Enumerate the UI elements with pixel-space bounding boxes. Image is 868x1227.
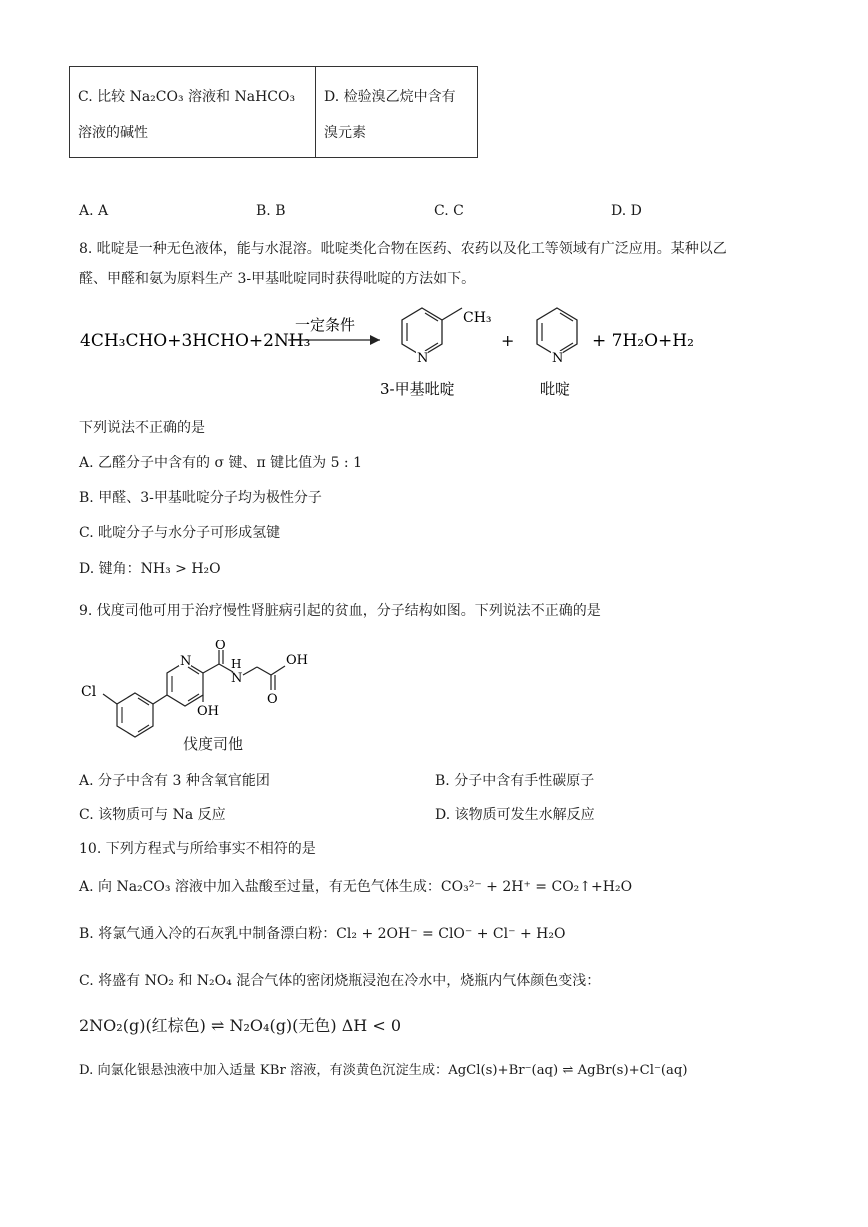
- cl-label: Cl: [81, 684, 97, 700]
- q8-reaction-scheme: [70, 300, 710, 410]
- q7-option-b[interactable]: B. B: [256, 203, 286, 219]
- q7-option-d[interactable]: D. D: [611, 203, 642, 219]
- q8-option-d[interactable]: D. 键角：NH₃ > H₂O: [79, 561, 221, 577]
- q9-stem: 9. 伐度司他可用于治疗慢性肾脏病引起的贫血，分子结构如图。下列说法不正确的是: [79, 603, 601, 619]
- reaction-reactants: 4CH₃CHO+3HCHO+2NH₃: [80, 331, 311, 351]
- q8-option-a[interactable]: A. 乙醛分子中含有的 σ 键、π 键比值为 5 : 1: [79, 455, 363, 471]
- q8-stem-line2: 醛、甲醛和氨为原料生产 3-甲基吡啶同时获得吡啶的方法如下。: [79, 271, 476, 287]
- q8-option-c[interactable]: C. 吡啶分子与水分子可形成氢键: [79, 525, 281, 541]
- o-acid-label: O: [267, 692, 278, 707]
- table-cell-c-line1: C. 比较 Na₂CO₃ 溶液和 NaHCO₃: [78, 89, 296, 105]
- h-amide-label: H: [231, 657, 242, 671]
- molecule-name: 伐度司他: [183, 735, 244, 753]
- q7-option-c[interactable]: C. C: [434, 203, 464, 219]
- reaction-condition: 一定条件: [295, 316, 356, 334]
- table-cell-d-line1: D. 检验溴乙烷中含有: [324, 89, 456, 105]
- o-amide-label: O: [215, 640, 226, 653]
- label-3-methylpyridine: 3-甲基吡啶: [380, 380, 455, 398]
- pyridine-structure: [537, 308, 577, 366]
- oh-acid-label: OH: [286, 653, 308, 668]
- q8-stem-line1: 8. 吡啶是一种无色液体，能与水混溶。吡啶类化合物在医药、农药以及化工等领域有广泛应用。某种以乙: [79, 241, 727, 257]
- n-amide-label: N: [231, 671, 243, 686]
- q10-option-a[interactable]: A. 向 Na₂CO₃ 溶液中加入盐酸至过量，有无色气体生成：CO₃²⁻ + 2H⁺ = CO₂↑+H₂O: [79, 879, 633, 895]
- table-cell-d-line2: 溴元素: [324, 125, 366, 141]
- 3-methylpyridine-structure: [402, 308, 492, 366]
- q9-option-d[interactable]: D. 该物质可发生水解反应: [435, 807, 595, 823]
- reaction-products-tail: + 7H₂O+H₂: [592, 331, 694, 351]
- n-atom-label: N: [552, 351, 564, 366]
- q7-option-a[interactable]: A. A: [79, 203, 109, 219]
- q9-option-b[interactable]: B. 分子中含有手性碳原子: [435, 773, 595, 789]
- table-divider: [315, 67, 316, 157]
- plus-sign: +: [501, 331, 515, 350]
- q8-question: 下列说法不正确的是: [79, 420, 205, 436]
- n-atom-label: N: [417, 351, 429, 366]
- n-ring-label: N: [180, 654, 192, 669]
- q9-option-a[interactable]: A. 分子中含有 3 种含氧官能团: [79, 773, 270, 789]
- q10-option-c-equation: 2NO₂(g)(红棕色) ⇌ N₂O₄(g)(无色) ΔH < 0: [79, 1016, 402, 1035]
- q10-stem: 10. 下列方程式与所给事实不相符的是: [79, 841, 316, 857]
- label-pyridine: 吡啶: [540, 380, 571, 398]
- table-cell-c-line2: 溶液的碱性: [78, 125, 148, 141]
- q10-option-b[interactable]: B. 将氯气通入冷的石灰乳中制备漂白粉：Cl₂ + 2OH⁻ = ClO⁻ + Cl⁻ + H₂O: [79, 926, 566, 942]
- q9-option-c[interactable]: C. 该物质可与 Na 反应: [79, 807, 226, 823]
- q10-option-c-line1[interactable]: C. 将盛有 NO₂ 和 N₂O₄ 混合气体的密闭烧瓶浸泡在冷水中，烧瓶内气体颜色变浅：: [79, 973, 601, 989]
- reaction-arrowhead: [370, 335, 380, 345]
- option-table: [69, 66, 478, 158]
- q8-option-b[interactable]: B. 甲醛、3-甲基吡啶分子均为极性分子: [79, 490, 322, 506]
- ch3-label: CH₃: [463, 310, 492, 326]
- oh-ring-label: OH: [197, 704, 219, 719]
- q10-option-d[interactable]: D. 向氯化银悬浊液中加入适量 KBr 溶液，有淡黄色沉淀生成：AgCl(s)+Br⁻(aq) ⇌ AgBr(s)+Cl⁻(aq): [79, 1063, 688, 1078]
